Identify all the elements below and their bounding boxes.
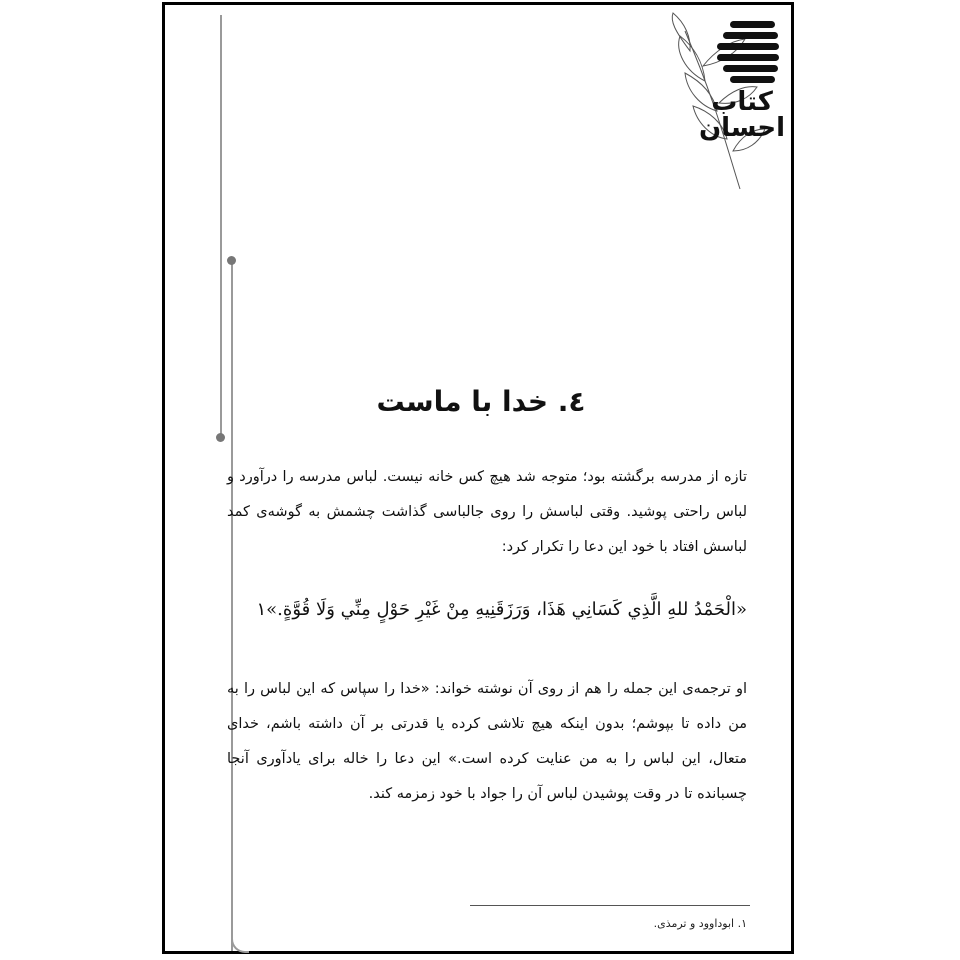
brand-line-2: احسان (698, 113, 786, 143)
decor-dot (216, 433, 225, 442)
publisher-logo (645, 11, 795, 191)
decor-dot (227, 256, 236, 265)
arabic-prayer: «الْحَمْدُ للهِ الَّذِي كَسَانِي هَذَا، وَرَزَقَنِيهِ مِنْ غَيْرِ حَوْلٍ مِنِّي وَلَا قُوَّةٍ.»١ (256, 599, 747, 620)
brand-name (697, 89, 787, 141)
book-page (162, 2, 794, 954)
decor-corner (231, 935, 249, 953)
footnote: ١. ابوداوود و ترمذی. (653, 917, 747, 930)
footnote-divider (470, 905, 750, 906)
paragraph-2: او ترجمه‌ی این جمله را هم از روی آن نوشته خواند: «خدا را سپاس که این لباس را به من داده تا بپوشم؛ بدون اینکه هیچ تلاشی کرده یا قدرتی بر آن داشته باشم، خدای متعال، این لباس را به من عنایت کرده است.» این دعا را خاله برای یادآوری آنجا چسبانده تا در وقت پوشیدن لباس آن را جواد با خود زمزمه کند. (227, 681, 747, 802)
decor-line (220, 15, 222, 435)
chapter-title: ٤. خدا با ماست (376, 385, 586, 418)
brand-line-1: کتاب (711, 87, 773, 117)
paragraph-1: تازه از مدرسه برگشته بود؛ متوجه شد هیچ کس خانه نیست. لباس مدرسه را درآورد و لباس راحتی پوشید. وقتی لباسش را روی جالباسی گذاشت چشمش به گوشه‌ی کمد لباسش افتاد با خود این دعا را تکرار کرد: (227, 469, 747, 555)
